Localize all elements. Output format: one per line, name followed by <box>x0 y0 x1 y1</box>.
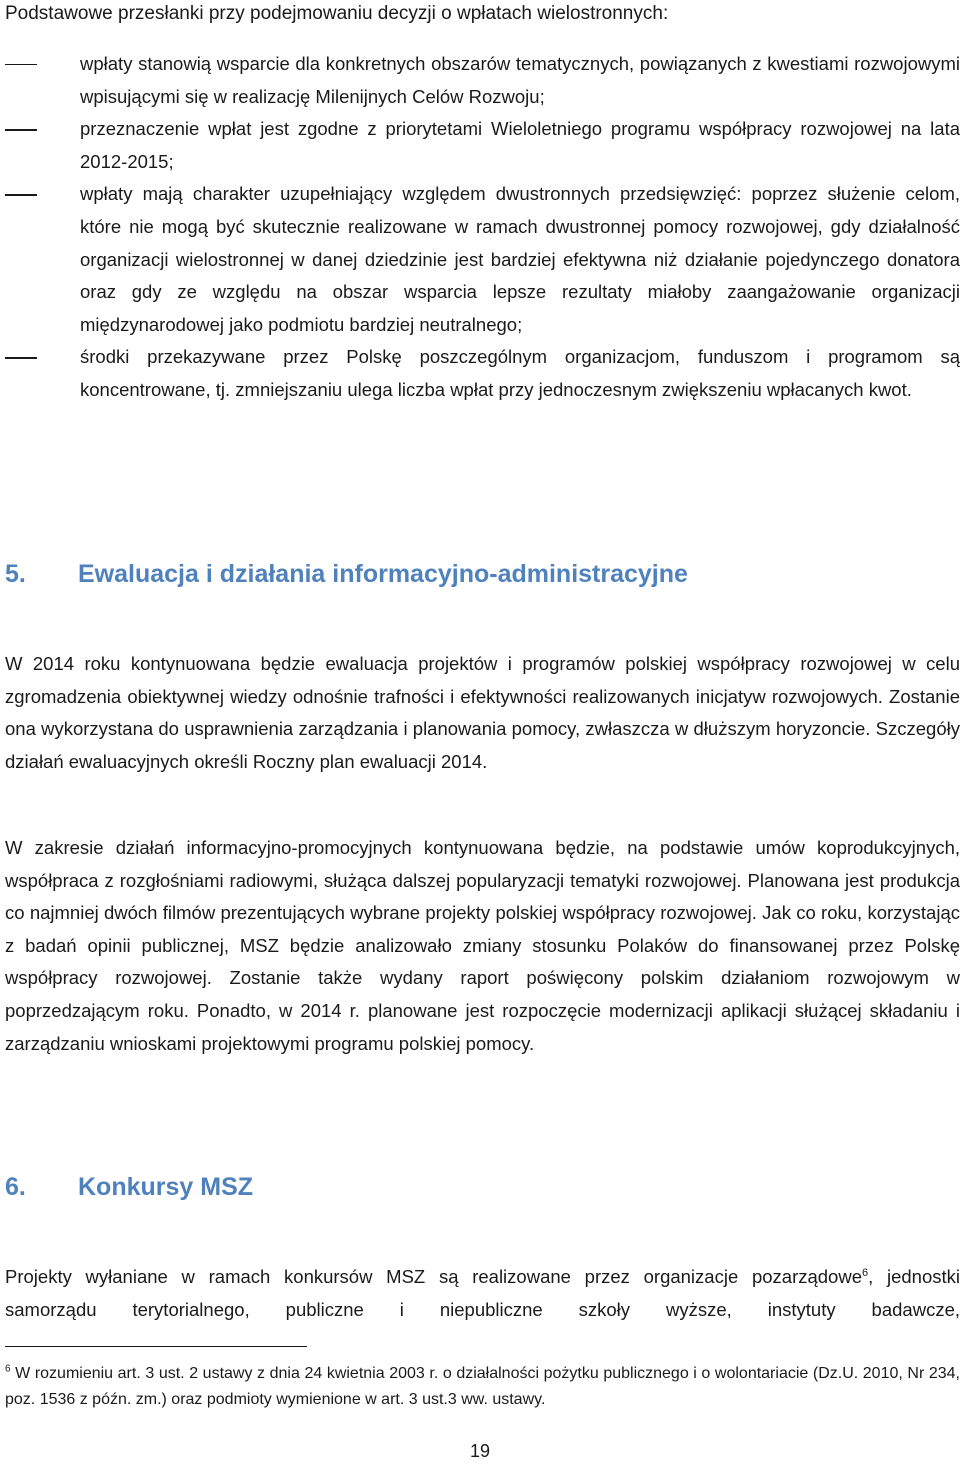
section-5-number: 5. <box>5 560 26 588</box>
footnote-reference[interactable]: 6 <box>862 1266 869 1279</box>
bullet-text: środki przekazywane przez Polskę poszczególnym organizacjom, funduszom i programom są koncentrowane, tj. zmniejszaniu ulega liczba wpłat przy jednoczesnym zwiększeniu wpłacanych kwot. <box>80 346 960 400</box>
section-6-title: Konkursy MSZ <box>78 1173 254 1201</box>
section-5-paragraph: W zakresie działań informacyjno-promocyjnych kontynuowana będzie, na podstawie umów koprodukcyjnych, współpraca z rozgłośniami radiowymi, służąca dalszej popularyzacji tematyki rozwojowej. Planowana jest produkcja co najmniej dwóch filmów prezentujących wybrane projekty polskiej współpracy rozwojowej. Jak co roku, korzystając z badań opinii publicznej, MSZ będzie analizowało zmiany stosunku Polaków do finansowanej przez Polskę współpracy rozwojowej. Zostanie także wydany raport poświęcony polskim działaniom rozwojowym w poprzedzającym roku. Ponadto, w 2014 r. planowane jest rozpoczęcie modernizacji aplikacji służącej składaniu i zarządzaniu wnioskami projektowymi programu polskiej pomocy. <box>5 837 960 1054</box>
dash-bullet-icon <box>5 194 37 195</box>
dash-bullet-icon <box>5 129 37 130</box>
section-5-paragraph: W 2014 roku kontynuowana będzie ewaluacja projektów i programów polskiej współpracy rozwojowej w celu zgromadzenia obiektywnej wiedzy odnośnie trafności i efektywności realizowanych inicjatyw rozwojowych. Zostanie ona wykorzystana do usprawnienia zarządzania i planowania pomocy, zwłaszcza w dłuższym horyzoncie. Szczegóły działań ewaluacyjnych określi Roczny plan ewaluacji 2014. <box>5 653 960 772</box>
dash-bullet-icon <box>5 64 37 65</box>
section-5-title: Ewaluacja i działania informacyjno-administracyjne <box>78 560 688 588</box>
section-6-number: 6. <box>5 1173 26 1201</box>
bullet-text: wpłaty mają charakter uzupełniający względem dwustronnych przedsięwzięć: poprzez służenie celom, które nie mogą być skutecznie realizowane w ramach dwustronnej pomocy rozwojowej, gdy działalność organizacji wielostronnej w danej dziedzinie jest bardziej efektywna niż działanie pojedynczego donatora oraz gdy ze względu na obszar wsparcia lepsze rezultaty miałoby zaangażowanie organizacji międzynarodowej jako podmiotu bardziej neutralnego; <box>80 183 960 335</box>
bullet-text: przeznaczenie wpłat jest zgodne z priorytetami Wieloletniego programu współpracy rozwojowej na lata 2012-2015; <box>80 118 960 172</box>
intro-text: Podstawowe przesłanki przy podejmowaniu decyzji o wpłatach wielostronnych: <box>5 3 669 24</box>
dash-bullet-icon <box>5 357 37 358</box>
section-6-text-end: , jednostki samorządu terytorialnego, publiczne i niepubliczne szkoły wyższe, instytuty badawcze, <box>5 1266 960 1320</box>
footnote <box>5 1361 960 1413</box>
bullet-item <box>0 48 960 113</box>
section-5-heading <box>5 557 688 591</box>
footnote-text: W rozumieniu art. 3 ust. 2 ustawy z dnia 24 kwietnia 2003 r. o działalności pożytku publicznego i o wolontariacie (Dz.U. 2010, Nr 234, poz. 1536 z późn. zm.) oraz podmioty wymienione w art. 3 ust.3 ww. ustawy. <box>5 1365 960 1408</box>
bullet-item <box>0 113 960 178</box>
footnote-marker: 6 <box>5 1363 11 1375</box>
bullet-text: wpłaty stanowią wsparcie dla konkretnych obszarów tematycznych, powiązanych z kwestiami rozwojowymi wpisującymi się w realizację Milenijnych Celów Rozwoju; <box>80 53 960 107</box>
section-6-paragraph <box>5 1261 960 1326</box>
bullet-item <box>0 178 960 341</box>
bullet-list <box>0 48 960 407</box>
section-6-heading <box>5 1170 253 1204</box>
page-number: 19 <box>469 1441 491 1461</box>
bullet-item <box>0 341 960 406</box>
section-6-text-start: Projekty wyłaniane w ramach konkursów MSZ są realizowane przez organizacje pozarządowe <box>5 1266 862 1287</box>
footnote-separator <box>5 1346 307 1347</box>
